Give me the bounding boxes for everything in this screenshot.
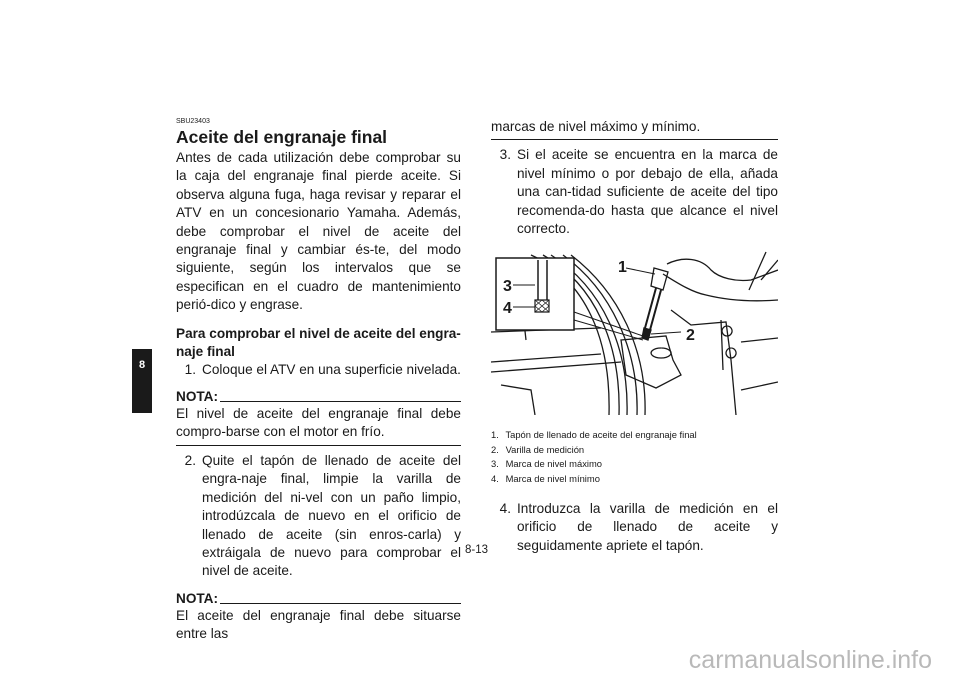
- nota-1-label: NOTA:: [176, 389, 219, 405]
- caption-4: [491, 472, 778, 486]
- caption-1-text: Tapón de llenado de aceite del engranaje final: [505, 429, 697, 441]
- nota-2-header: [176, 591, 461, 607]
- step-3-text: Si el aceite se encuentra en la marca de nivel mínimo o por debajo de ella, añada una can-tidad suficiente de aceite del tipo recomenda-do hasta que alcance el nivel correcto.: [517, 147, 778, 237]
- caption-3-number: 3.: [491, 458, 499, 470]
- caption-2-text: Varilla de medición: [505, 443, 585, 455]
- step-4-number: 4.: [499, 501, 511, 517]
- step-3: [491, 146, 778, 238]
- caption-3-text: Marca de nivel máximo: [505, 458, 602, 470]
- caption-1-number: 1.: [491, 429, 499, 441]
- nota-2-label: NOTA:: [176, 590, 219, 606]
- callout-3: 3: [503, 278, 512, 296]
- step-2: [176, 452, 461, 581]
- caption-1: [491, 428, 778, 442]
- nota-2-continuation: marcas de nivel máximo y mínimo.: [491, 119, 701, 134]
- section-tab: [132, 349, 152, 413]
- step-2-number: 2.: [184, 452, 196, 468]
- dipstick-illustration: [491, 250, 778, 415]
- nota-1-rule: [220, 401, 461, 402]
- caption-4-text: Marca de nivel mínimo: [505, 472, 600, 484]
- caption-2: [491, 443, 778, 457]
- nota-1-text: El nivel de aceite del engranaje final debe compro-barse con el motor en frío.: [176, 406, 461, 440]
- section-tab-number: 8: [138, 359, 146, 371]
- callout-1: 1: [618, 259, 627, 277]
- step-2-text: Quite el tapón de llenado de aceite del engra-naje final, limpie la varilla de medición del ni-vel con un paño limpio, introdúzcala de nuevo en el orificio de llenado de aceite (sin enros-carla) y extráigala de nuevo para comprobar el nivel de aceite.: [202, 452, 461, 579]
- dipstick-drawing: [491, 250, 778, 415]
- intro-paragraph: Antes de cada utilización debe comprobar su la caja del engranaje final pierde aceite. Si observa alguna fuga, haga revisar y reparar el ATV en un concesionario Yamaha. Además, debe comprobar el nivel de aceite del engranaje final y cambiar és-te, del modo siguiente, según los intervalos que se especifican en el cuadro de mantenimiento perió-dico y engrase.: [176, 150, 461, 313]
- callout-4: 4: [503, 300, 512, 318]
- caption-4-number: 4.: [491, 472, 499, 484]
- nota-2-end-rule: [491, 139, 778, 140]
- nota-2-rule: [220, 603, 461, 604]
- left-column: [176, 118, 461, 644]
- subheading: Para comprobar el nivel de aceite del engra-naje final: [176, 325, 461, 359]
- doc-code: SBU23403: [176, 118, 210, 125]
- page-number: 8-13: [465, 544, 489, 556]
- caption-2-number: 2.: [491, 443, 499, 455]
- watermark: carmanualsonline.info: [688, 646, 932, 674]
- step-1-number: 1.: [184, 361, 196, 377]
- nota-1-header: [176, 389, 461, 405]
- nota-2-text: El aceite del engranaje final debe situarse entre las: [176, 607, 461, 642]
- step-1-text: Coloque el ATV en una superficie nivelada.: [202, 361, 461, 377]
- step-4-text: Introduzca la varilla de medición en el orificio de llenado de aceite y seguidamente apriete el tapón.: [517, 501, 778, 553]
- nota-1-end-rule: [176, 445, 461, 446]
- step-1: [176, 361, 461, 379]
- right-column: [491, 118, 778, 555]
- step-4: [491, 500, 778, 555]
- section-title: Aceite del engranaje final: [176, 127, 388, 147]
- step-3-number: 3.: [499, 147, 511, 163]
- figure-captions: [491, 428, 778, 486]
- callout-2: 2: [686, 327, 695, 345]
- caption-3: [491, 457, 778, 471]
